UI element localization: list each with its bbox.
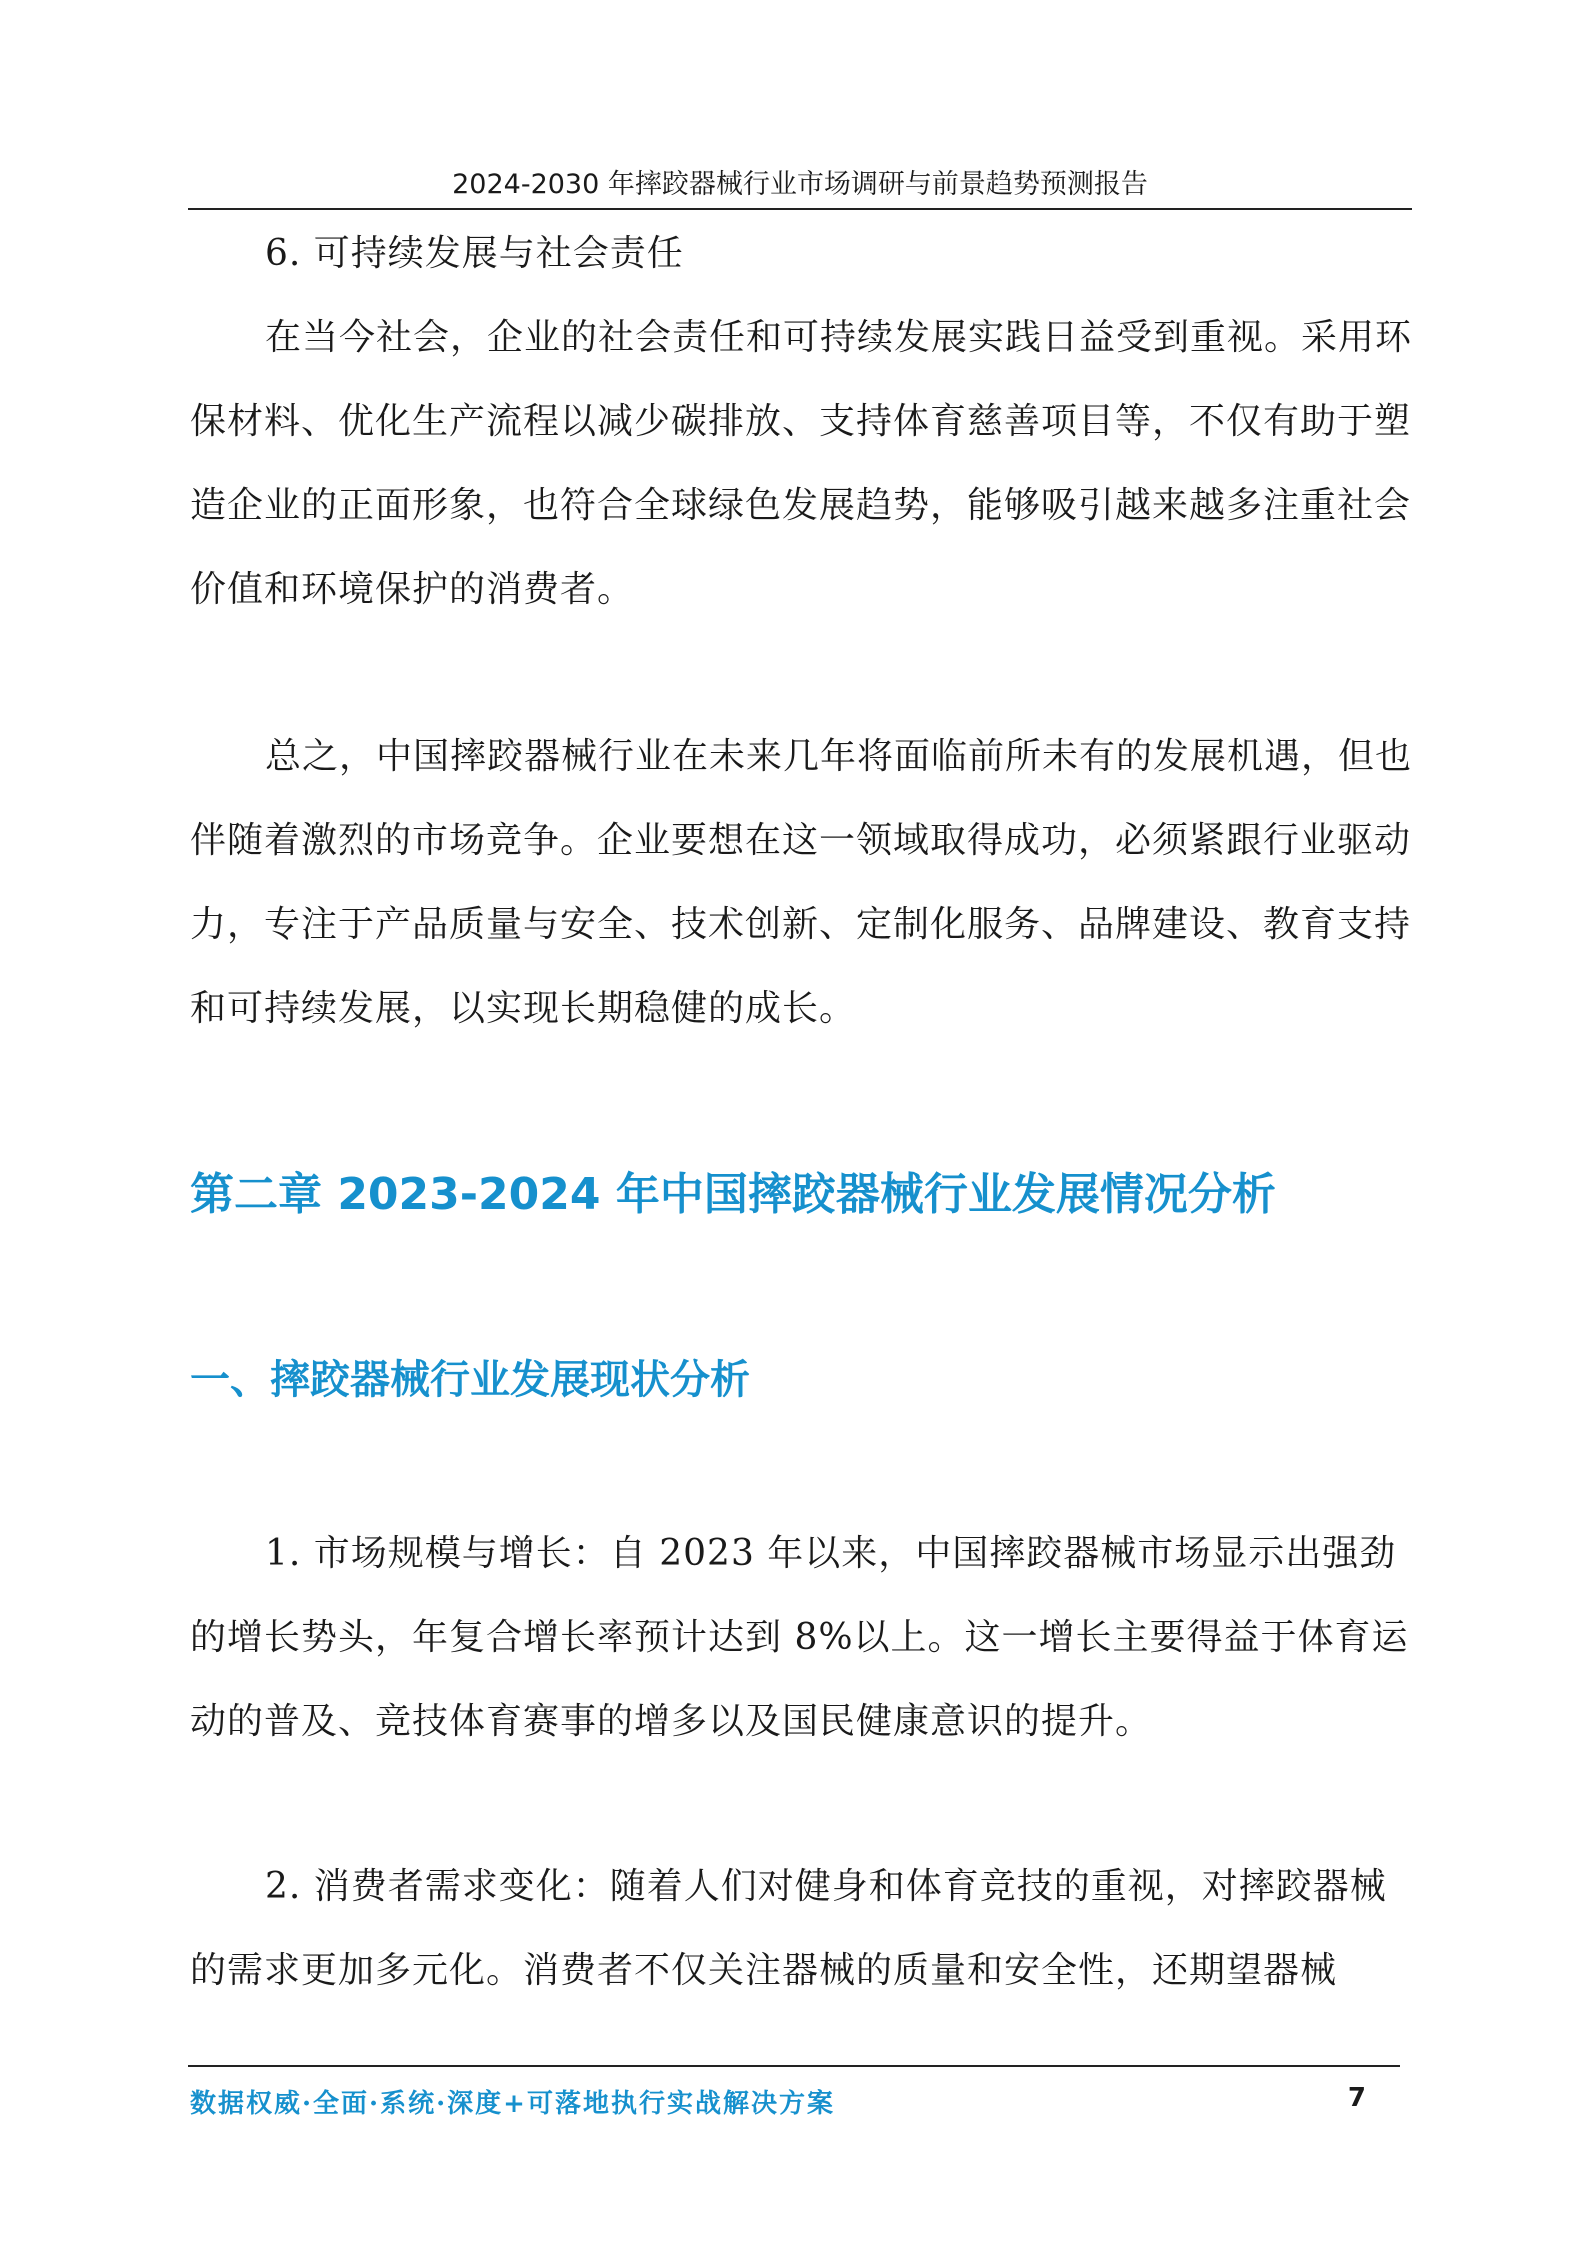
page-number: 7 <box>1347 2083 1366 2113</box>
summary-paragraph: 总之，中国摔跤器械行业在未来几年将面临前所未有的发展机遇，但也伴随着激烈的市场竞争。企业要想在这一领域取得成功，必须紧跟行业驱动力，专注于产品质量与安全、技术创新、定制化服务、品牌建设、教育支持和可持续发展，以实现长期稳健的成长。 <box>190 736 1413 1029</box>
footer-divider <box>188 2065 1400 2067</box>
report-header-title: 2024-2030 年摔跤器械行业市场调研与前景趋势预测报告 <box>452 169 1148 200</box>
chapter-title: 第二章 2023-2024 年中国摔跤器械行业发展情况分析 <box>190 1169 1276 1220</box>
footer-slogan: 数据权威·全面·系统·深度+可落地执行实战解决方案 <box>190 2089 835 2119</box>
item6-title: 6. 可持续发展与社会责任 <box>265 233 684 274</box>
item1-paragraph: 1. 市场规模与增长：自 2023 年以来，中国摔跤器械市场显示出强劲的增长势头，年复合增长率预计达到 8%以上。这一增长主要得益于体育运动的普及、竞技体育赛事的增多以及国民健康意识的提升。 <box>190 1533 1409 1742</box>
item2-paragraph: 2. 消费者需求变化：随着人们对健身和体育竞技的重视，对摔跤器械的需求更加多元化。消费者不仅关注器械的质量和安全性，还期望器械 <box>190 1866 1387 1991</box>
header-divider <box>188 208 1412 210</box>
section-title: 一、摔跤器械行业发展现状分析 <box>190 1357 750 1403</box>
item6-body-paragraph: 在当今社会，企业的社会责任和可持续发展实践日益受到重视。采用环保材料、优化生产流程以减少碳排放、支持体育慈善项目等，不仅有助于塑造企业的正面形象，也符合全球绿色发展趋势，能够吸引越来越多注重社会价值和环境保护的消费者。 <box>190 317 1413 610</box>
